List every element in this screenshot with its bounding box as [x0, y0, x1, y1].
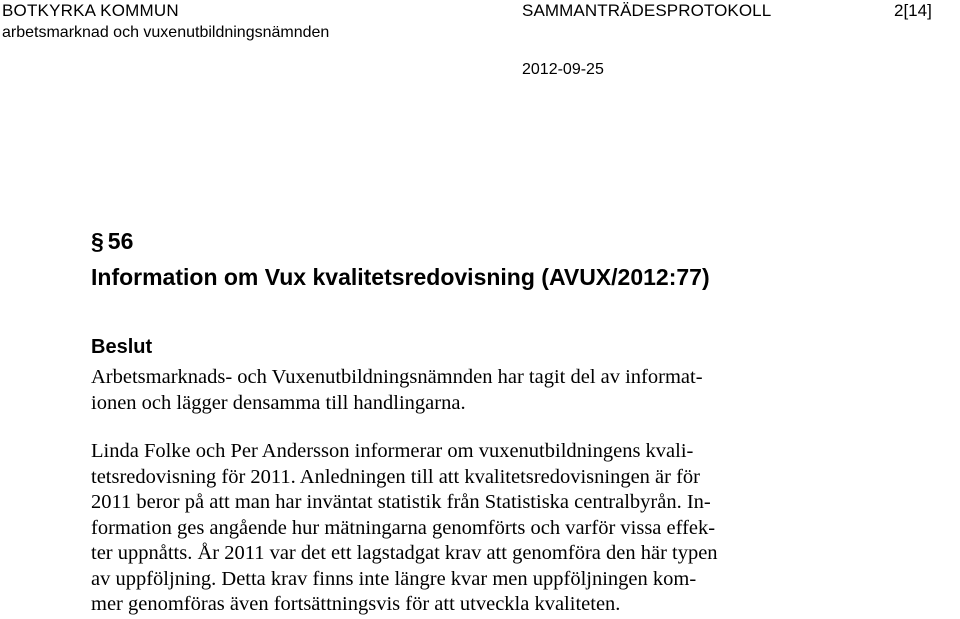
information-line: ter uppnåtts. År 2011 var det ett lagstadgat krav att genomföra den här typen	[91, 542, 718, 564]
section-sign: §	[91, 228, 104, 254]
meeting-date: 2012-09-25	[522, 61, 604, 78]
committee-name: arbetsmarknad och vuxenutbildningsnämnden	[2, 24, 330, 41]
decision-line: ionen och lägger densamma till handlingarna.	[91, 391, 466, 414]
item-title: Information om Vux kvalitetsredovisning (AVUX/2012:77)	[91, 264, 710, 290]
information-line: av uppföljning. Detta krav finns inte längre kvar men uppföljningen kom-	[91, 567, 697, 590]
information-line: tetsredovisning för 2011. Anledningen till att kvalitetsredovisningen är för	[91, 465, 700, 488]
information-line: 2011 beror på att man har inväntat statistik från Statistiska centralbyrån. In-	[91, 491, 711, 513]
decision-line: Arbetsmarknads- och Vuxenutbildningsnämnden har tagit del av informat-	[91, 366, 703, 388]
decision-heading: Beslut	[91, 336, 153, 358]
information-line: formation ges angående hur mätningarna genomförts och varför vissa effek-	[91, 516, 716, 539]
decision-text	[91, 365, 821, 416]
document-header-left	[2, 0, 329, 44]
information-line: Linda Folke och Per Andersson informerar om vuxenutbildningens kvali-	[91, 440, 694, 462]
paragraph-number-heading	[91, 227, 133, 255]
page-number: 2[14]	[894, 1, 932, 20]
information-text	[91, 439, 821, 618]
organization-name: BOTKYRKA KOMMUN	[2, 1, 179, 20]
information-line: mer genomföras även fortsättningsvis för att utveckla kvaliteten.	[91, 593, 621, 615]
paragraph-number: 56	[107, 228, 134, 254]
document-type: SAMMANTRÄDESPROTOKOLL	[522, 1, 772, 20]
